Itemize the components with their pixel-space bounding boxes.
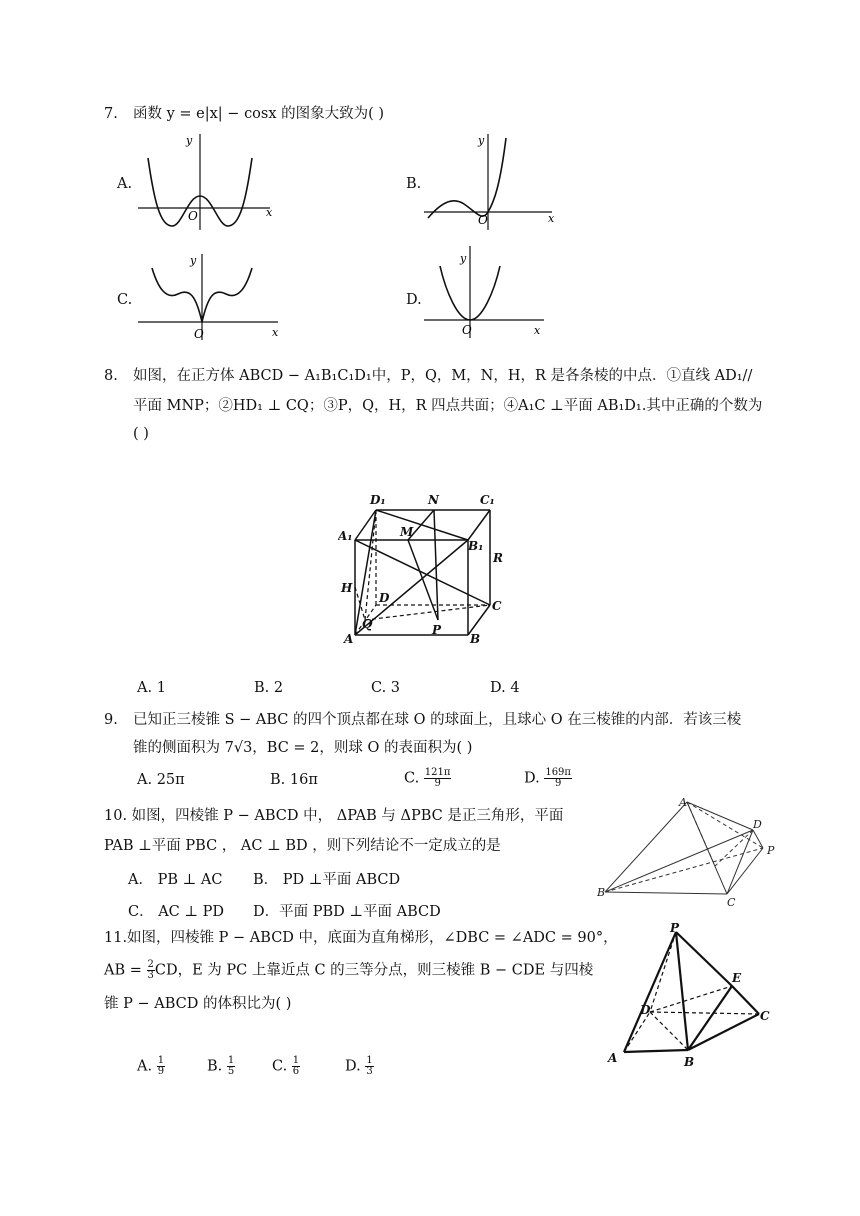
- q11-option-a: A. $\frac{1}{9}$: [137, 1055, 165, 1077]
- q9-option-a: A. 25π: [137, 772, 185, 788]
- cube-label-h: H: [341, 581, 353, 595]
- q8-option-a: A. 1: [137, 680, 166, 696]
- q7a-origin-label: O: [188, 209, 198, 223]
- q7a-y-label: y: [186, 134, 193, 147]
- q7-graph-d: [424, 242, 554, 342]
- cube-label-n: N: [428, 493, 439, 507]
- cube-label-a1: A₁: [338, 529, 353, 543]
- q10-line2: PAB ⊥平面 PBC ， AC ⊥ BD ，则下列结论不一定成立的是: [104, 838, 501, 854]
- q7d-y-label: y: [460, 252, 467, 265]
- cube-label-b: B: [470, 632, 481, 646]
- cube-label-d1: D₁: [370, 493, 386, 507]
- q11-label-b: B: [684, 1055, 695, 1069]
- q9-option-d: D. $\frac{169\pi}{9}$: [524, 767, 571, 789]
- q11-line2: AB = $\frac{2}{3}$ CD，E 为 PC 上靠近点 C 的三等分点，则三棱锥 B − CDE 与四棱: [104, 959, 594, 981]
- q7c-origin-label: O: [194, 327, 204, 341]
- q11-label-a: A: [608, 1051, 618, 1065]
- q7b-x-label: x: [548, 212, 555, 225]
- q8-option-b: B. 2: [254, 680, 284, 696]
- cube-label-a: A: [344, 632, 354, 646]
- q11-option-c: C. $\frac{1}{6}$: [272, 1055, 300, 1077]
- q7-option-a-label: A.: [117, 176, 133, 192]
- q9-option-b: B. 16π: [270, 772, 318, 788]
- q10-label-d: D: [753, 818, 762, 831]
- q7b-origin-label: O: [478, 213, 488, 227]
- cube-label-d: D: [379, 591, 390, 605]
- q7-text: 函数 y = e|x| − cosx 的图象大致为( ): [133, 106, 385, 122]
- q8-cube-figure: [338, 488, 518, 648]
- cube-label-q: Q: [362, 617, 373, 631]
- cube-label-p: P: [432, 623, 442, 637]
- cube-label-c: C: [492, 599, 502, 613]
- q9-line2: 锥的侧面积为 7√3，BC = 2，则球 O 的表面积为( ): [133, 740, 473, 756]
- q7-number: 7.: [104, 106, 118, 122]
- q8-line1: 如图，在正方体 ABCD − A₁B₁C₁D₁中，P，Q，M，N，H，R 是各条棱的中点．①直线 AD₁//: [133, 368, 753, 384]
- q7c-x-label: x: [272, 326, 279, 339]
- q8-line2: 平面 MNP；②HD₁ ⊥ CQ；③P，Q，H，R 四点共面；④A₁C ⊥平面 AB₁D₁.其中正确的个数为: [133, 398, 763, 414]
- q7-graph-b: [424, 130, 564, 235]
- q10-option-b: B． PD ⊥平面 ABCD: [253, 872, 401, 888]
- q9-option-c: C. $\frac{121\pi}{9}$: [404, 767, 451, 789]
- q11-pyramid-figure: [604, 922, 794, 1072]
- q10-label-a: A: [679, 796, 687, 809]
- q10-option-c: C． AC ⊥ PD: [128, 904, 225, 920]
- q9-number: 9.: [104, 712, 118, 728]
- q11-line1: 11.如图，四棱锥 P − ABCD 中，底面为直角梯形，∠DBC = ∠ADC = 90°，: [104, 930, 618, 946]
- cube-label-r: R: [493, 551, 503, 565]
- q10-label-p: P: [767, 844, 775, 857]
- q11-option-d: D. $\frac{1}{3}$: [345, 1055, 373, 1077]
- q8-line3: ( ): [133, 426, 149, 442]
- q7c-y-label: y: [190, 254, 197, 267]
- q7-graph-a: [138, 130, 288, 235]
- q11-label-c: C: [760, 1009, 770, 1023]
- q11-label-e: E: [732, 971, 742, 985]
- q10-label-b: B: [597, 886, 606, 899]
- q10-label-c: C: [727, 896, 736, 906]
- q11-line3: 锥 P − ABCD 的体积比为( ): [104, 996, 292, 1012]
- q7-option-d-label: D.: [406, 292, 422, 308]
- q7-graph-c: [138, 250, 288, 345]
- q11-label-p: P: [670, 922, 680, 935]
- cube-label-b1: B₁: [468, 539, 484, 553]
- q7d-origin-label: O: [462, 323, 472, 337]
- q11-option-b: B. $\frac{1}{5}$: [207, 1055, 235, 1077]
- cube-label-c1: C₁: [480, 493, 495, 507]
- q10-option-a: A． PB ⊥ AC: [128, 872, 223, 888]
- q7b-y-label: y: [478, 134, 485, 147]
- q7a-x-label: x: [266, 206, 273, 219]
- q11-label-d: D: [640, 1003, 651, 1017]
- cube-label-m: M: [400, 525, 414, 539]
- q10-pyramid-figure: [595, 796, 785, 906]
- q9-line1: 已知正三棱锥 S − ABC 的四个顶点都在球 O 的球面上，且球心 O 在三棱锥的内部．若该三棱: [133, 712, 742, 728]
- q10-line1: 10. 如图，四棱锥 P − ABCD 中， ΔPAB 与 ΔPBC 是正三角形，平面: [104, 808, 564, 824]
- q8-option-d: D. 4: [490, 680, 520, 696]
- q7d-x-label: x: [534, 324, 541, 337]
- q7-option-b-label: B.: [406, 176, 422, 192]
- q7-option-c-label: C.: [117, 292, 133, 308]
- q8-option-c: C. 3: [371, 680, 401, 696]
- q10-option-d: D．平面 PBD ⊥平面 ABCD: [253, 904, 441, 920]
- q8-number: 8.: [104, 368, 118, 384]
